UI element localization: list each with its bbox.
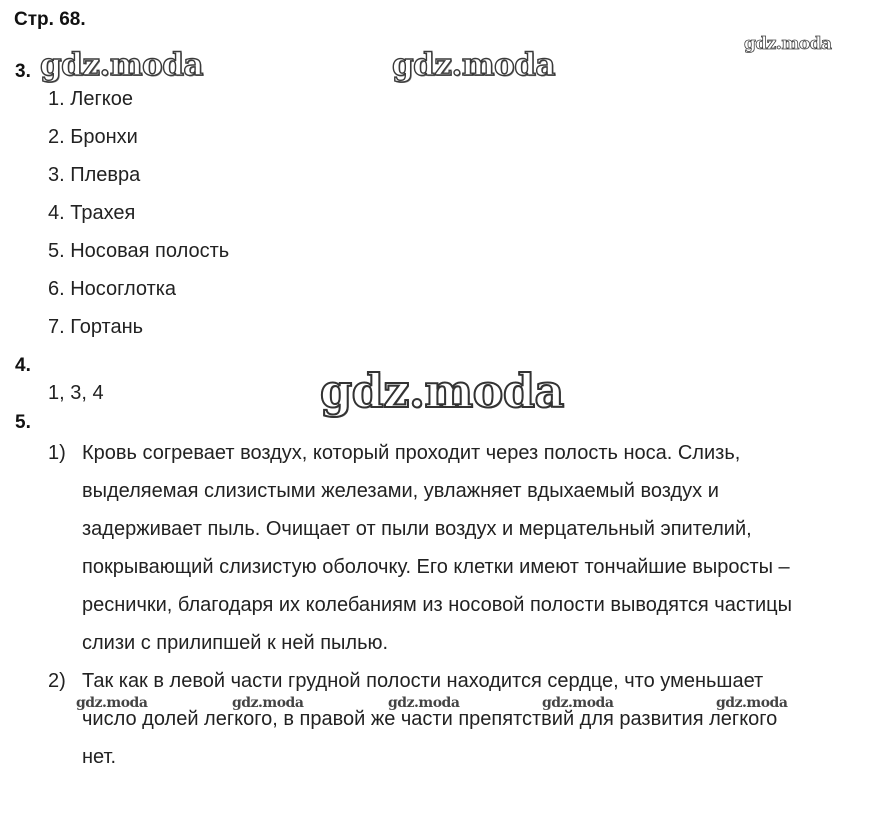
watermark-logo: gdz.moda bbox=[232, 695, 304, 711]
task-3-answer-list bbox=[48, 86, 229, 352]
task-4-answer: 1, 3, 4 bbox=[48, 382, 104, 404]
paragraph-line: Так как в левой части грудной полости находится сердце, что уменьшает bbox=[82, 670, 764, 692]
page-title: Стр. 68. bbox=[14, 9, 86, 30]
list-item: 3. Плевра bbox=[48, 164, 141, 186]
watermark-logo: gdz.moda bbox=[542, 695, 614, 711]
paragraph-line: число долей легкого, в правой же части препятствий для развития легкого bbox=[82, 708, 778, 730]
watermark-logo: gdz.moda bbox=[76, 695, 148, 711]
paragraph-line: выделяемая слизистыми железами, увлажняет вдыхаемый воздух и bbox=[82, 480, 719, 502]
watermark-logo: gdz.moda bbox=[392, 47, 555, 83]
task-3-number: 3. bbox=[15, 61, 31, 82]
watermark-logo: gdz.moda bbox=[744, 34, 832, 54]
paragraph-line: слизи с прилипшей к ней пылью. bbox=[82, 632, 389, 654]
watermark-logo: gdz.moda bbox=[716, 695, 788, 711]
paragraph-number: 1) bbox=[48, 442, 66, 464]
paragraph-number: 2) bbox=[48, 670, 66, 692]
list-item: 4. Трахея bbox=[48, 202, 136, 224]
watermark-logo: gdz.moda bbox=[320, 364, 564, 418]
paragraph-line: нет. bbox=[82, 746, 117, 768]
task-5-number: 5. bbox=[15, 412, 31, 433]
paragraph-line: реснички, благодаря их колебаниям из носовой полости выводятся частицы bbox=[82, 594, 793, 616]
list-item: 1. Легкое bbox=[48, 88, 133, 110]
watermark-logo: gdz.moda bbox=[40, 47, 203, 83]
list-item: 5. Носовая полость bbox=[48, 240, 230, 262]
paragraph-line: покрывающий слизистую оболочку. Его клетки имеют тончайшие выросты – bbox=[82, 556, 790, 578]
list-item: 7. Гортань bbox=[48, 316, 144, 338]
paragraph-line: задерживает пыль. Очищает от пыли воздух и мерцательный эпителий, bbox=[82, 518, 752, 540]
paragraph-line: Кровь согревает воздух, который проходит через полость носа. Слизь, bbox=[82, 442, 741, 464]
list-item: 2. Бронхи bbox=[48, 126, 138, 148]
list-item: 6. Носоглотка bbox=[48, 278, 177, 300]
task-4-number: 4. bbox=[15, 355, 31, 376]
watermark-logo: gdz.moda bbox=[388, 695, 460, 711]
